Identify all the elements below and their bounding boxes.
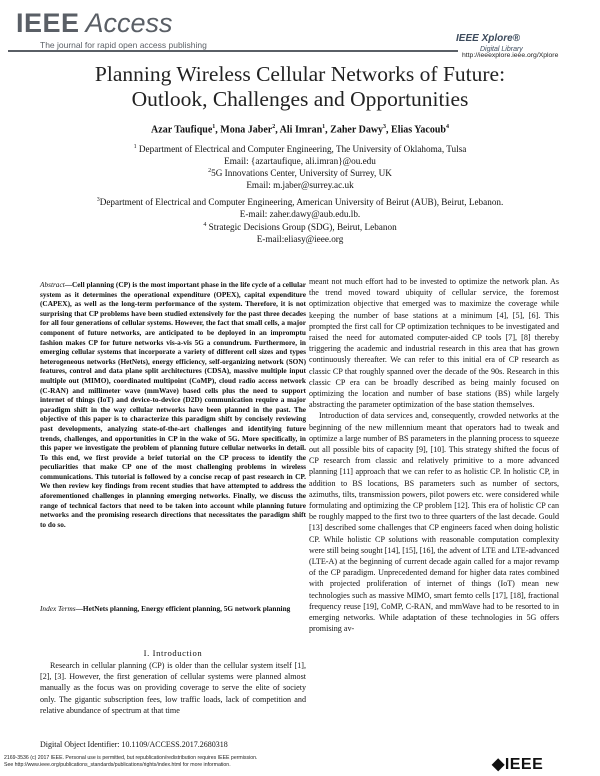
section-heading: I. Introduction <box>143 648 203 658</box>
xplore-logo <box>456 28 596 53</box>
title-line-1: Planning Wireless Cellular Networks of Future: <box>94 62 506 86</box>
abstract-text: —Cell planning (CP) is the most important phase in the life cycle of a cellular system as it determines the operational expenditure (OPEX), capital expenditure (CAPEX), as well as the long-term performance of the system. Therefore, it is not surprising that CP problems have been studied extensively for the past three decades for all four generations of cellular systems. However, the fact that small cells, a major component of future networks, are anticipated to be deployed in an impromptu fashion makes CP for future networks vis-a-vis 5G a conundrum. Furthermore, in emerging cellular systems that incorporate a variety of different cell sizes and types heterogeneous networks (HetNets), energy efficiency, self-organizing network (SON) features, control and data plane split architectures (CDSA), massive multiple input multiple out (MIMO), coordinated multipoint (CoMP), cloud radio access network (C-RAN) and millimeter wave (mmWave) based cells plus the need to support internet of things (IoT) and device-to-device (D2D) communication require a major paradigm shift in the way cellular networks have been planned in the past. The objective of this paper is to characterize this paradigm shift by concisely reviewing past developments, analyzing state-of-the-art challenges and identifying future trends, challenges, and opportunities in CP in the wake of 5G. More specifically, in this paper we investigate the problem of planning future cellular networks in detail. To this end, we first provide a brief tutorial on the CP process to identify the peculiarities that make CP one of the most challenging problems in wireless communications. This tutorial is followed by a concise recap of past research in CP. We then review key findings from recent studies that have attempted to address the aforementioned challenges in planning emerging networks. Finally, we discuss the range of technical factors that need to be taken into account while planning future networks and the promising research directions that necessitates the paradigm shift to do so. <box>40 280 306 529</box>
journal-tagline: The journal for rapid open access publishing <box>40 40 207 50</box>
author-sup: 4 <box>445 124 449 130</box>
author-sup: 2 <box>272 124 276 130</box>
author-name: Ali Imran <box>279 124 323 136</box>
journal-logo <box>16 8 173 39</box>
affiliation <box>40 195 560 220</box>
affiliation-email: E-mail:eliasy@ieee.org <box>256 233 344 244</box>
author-name: Zaher Dawy <box>330 124 384 136</box>
doi: Digital Object Identifier: 10.1109/ACCESS.2017.2680318 <box>40 740 228 749</box>
affiliation-line: Strategic Decisions Group (SDG), Beirut, Lebanon <box>208 222 397 233</box>
index-terms <box>40 604 306 614</box>
affiliation-line: Department of Electrical and Computer Engineering, American University of Beirut (AUB), Beirut, Lebanon. <box>99 197 504 208</box>
affiliation-email: Email: m.jaber@surrey.ac.uk <box>246 179 354 190</box>
header-rule <box>8 50 458 52</box>
affiliation <box>40 142 560 167</box>
affiliation-email: Email: {azartaufique, ali.imran}@ou.edu <box>224 155 376 166</box>
affiliation-sup: 4 <box>203 222 207 228</box>
author-name: Azar Taufique <box>151 124 213 136</box>
author-sup: 1 <box>322 124 326 130</box>
logo-access-text: Access <box>85 8 173 38</box>
logo-ieee-text: IEEE <box>16 8 80 38</box>
author-sup: 1 <box>212 124 216 130</box>
body-paragraph: meant not much effort had to be invested to optimize the network plan. As the trend moved toward ubiquity of cellular service, the foremost optimization objective that emerged was to maximize the coverage while keeping the number of base stations at a minimum [4], [5], [6]. This prompted the first call for CP optimization techniques to be investigated and raised the need for automated computer-aided CP tools [7], [8] thereby triggering the academic and industrial research in this area that has grown continuously thereafter. We can refer to this initial era of CP research as classic CP that roughly spanned over the decade of the 90s. Research in this classic CP era can be broadly described as being mainly focused on optimizing the location and number of base stations (BS) while largely abstracting the parameter optimization of the base station themselves. <box>309 277 559 410</box>
affiliation-sup: 3 <box>96 197 100 203</box>
body-paragraph: Introduction of data services and, consequently, crowded networks at the beginning of the new millennium meant that operators had to tweak and optimize a large number of BS parameters in the planning process to squeeze out all possible bits of capacity [9], [10]. This strategy shifted the focus of CP research from classic and relatively primitive to a more advanced planning [11] approach that we can refer to as holistic CP. In holistic CP, in addition to BS locations, BS parameters such as number of sectors, azimuths, tilts, transmission powers, pilot powers etc. were considered while formulating and optimizing the CP problem [12]. This era of holistic CP can be roughly mapped to the first two to three quarters of the last decade. Gould [13] described some challenges that CP engineers faced when doing holistic CP. While holistic CP solutions with reasonable computation complexity were still being sought [14], [15], [16], the advent of LTE and LTE-advanced (LTE-A) at the beginning of current decade again called for a major revamp of the CP paradigm. Unprecedented demand for higher data rates combined with projected proliferation of internet of things (IoT) mean new technologies such as massive MIMO, smart femto cells [17], [18], fractional frequency reuse [19], CoMP, C-RAN, and mmWave had to be resorted to in emerging networks. While adaptation of these technologies in 5G offers promising av- <box>309 411 559 634</box>
affiliation-email: E-mail: zaher.dawy@aub.edu.lb. <box>239 208 361 219</box>
affiliation <box>40 166 560 191</box>
title-line-2: Outlook, Challenges and Opportunities <box>131 87 469 111</box>
ieee-logo <box>492 754 543 774</box>
right-column <box>309 276 559 635</box>
abstract-label: Abstract <box>40 280 65 289</box>
index-terms-label: Index Terms <box>40 604 76 613</box>
xplore-name: IEEE Xplore® <box>456 33 521 44</box>
ieee-logo-text: IEEE <box>504 756 544 773</box>
affiliation-sup: 1 <box>133 144 137 150</box>
affiliation <box>40 220 560 245</box>
author-name: Mona Jaber <box>220 124 273 136</box>
copyright-footer <box>4 755 444 769</box>
affiliation-line: 5G Innovations Center, University of Surrey, UK <box>211 168 392 179</box>
affiliation-line: Department of Electrical and Computer Engineering, The University of Oklahoma, Tulsa <box>138 144 467 155</box>
xplore-url[interactable]: http://ieeexplore.ieee.org/Xplore <box>462 52 559 59</box>
xplore-sub: Digital Library <box>480 46 523 53</box>
affiliation-sup: 2 <box>208 168 212 174</box>
ieee-diamond-icon: ◆ <box>492 756 505 773</box>
intro-paragraph: Research in cellular planning (CP) is older than the cellular system itself [1], [2], [3]. However, the first generation of cellular systems were planned almost manually as the focus was on providing coverage to serve the elite of society only. The gigantic subscription fees, low traffic loads, lack of competition and relative abundance of spectrum at that time <box>40 661 306 715</box>
abstract <box>40 280 306 529</box>
author-name: Elias Yacoub <box>391 124 446 136</box>
author-sup: 3 <box>383 124 387 130</box>
author-list: Azar Taufique$^1$, Mona Jaber$^2$, Ali Imran$^1$, Zaher Dawy$^3$, Elias Yacoub$^4$ <box>151 124 449 136</box>
footer-line-1: 2169-3536 (c) 2017 IEEE. Personal use is permitted, but republication/redistribution requires IEEE permission. <box>4 755 258 761</box>
index-terms-text: —HetNets planning, Energy efficient planning, 5G network planning <box>75 604 291 613</box>
footer-line-2: See http://www.ieee.org/publications_standards/publications/rights/index.html for more information. <box>4 762 231 768</box>
paper-title <box>30 62 570 112</box>
